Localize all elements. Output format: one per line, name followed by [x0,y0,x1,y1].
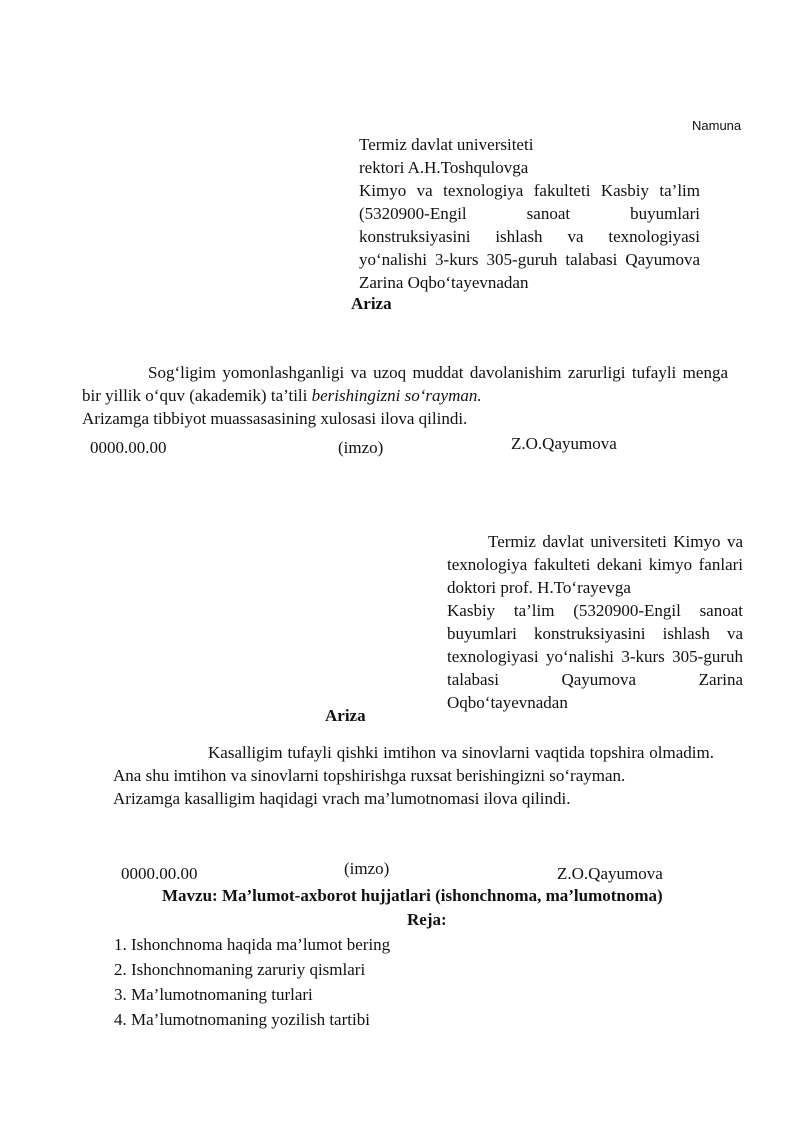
addressee-line: rektori A.H.Toshqulovga [359,158,529,177]
addressee-line: Termiz davlat universiteti [359,135,534,154]
signature-placeholder-1: (imzo) [338,438,384,457]
body-line: Arizamga kasalligim haqidagi vrach ma’lumotnomasi ilova qilindi. [113,789,571,808]
signer-name-2: Z.O.Qayumova [557,864,663,883]
sample-label: Namuna [692,118,742,133]
body-text: Sog‘ligim yomonlashganligi va uzoq muddat davolanishim zarurligi tufayli menga bir yillik o‘quv (akademik) ta’tili [82,363,728,405]
plan-title: Reja: [407,910,447,929]
list-item: 4. Ma’lumotnomaning yozilish tartibi [114,1010,370,1029]
list-item: 1. Ishonchnoma haqida ma’lumot bering [114,935,391,954]
addressee-block-2 [447,530,743,714]
plan-list [114,932,390,1032]
date-1: 0000.00.00 [90,438,167,457]
body-paragraph [82,361,728,407]
addressee-block-1 [359,133,700,294]
signer-name-1: Z.O.Qayumova [511,434,617,453]
signature-placeholder-2: (imzo) [344,859,390,878]
body-line: Arizamga tibbiyot muassasasining xulosasi ilova qilindi. [82,409,468,428]
body-paragraph: Kasalligim tufayli qishki imtihon va sinovlarni vaqtida topshira olmadim. Ana shu imtihon va sinovlarni topshirishga ruxsat berishingizni so‘rayman. [113,743,714,785]
body-italic-text: berishingizni so‘rayman. [311,386,482,405]
addressee-recipient: Termiz davlat universiteti Kimyo va texnologiya fakulteti dekani kimyo fanlari doktori prof. H.To‘rayevga [447,532,743,597]
letter-body-2 [113,741,714,810]
addressee-sender: Kasbiy ta’lim (5320900-Engil sanoat buyumlari konstruksiyasini ishlash va texnologiyasi yo‘nalishi 3-kurs 305-guruh talabasi Qayumova Zarina Oqbo‘tayevnadan [447,601,743,712]
list-item: 2. Ishonchnomaning zaruriy qismlari [114,960,366,979]
list-item: 3. Ma’lumotnomaning turlari [114,985,313,1004]
topic-heading: Mavzu: Ma’lumot-axborot hujjatlari (ishonchnoma, ma’lumotnoma) [162,886,663,905]
date-2: 0000.00.00 [121,864,198,883]
letter-title-1: Ariza [351,294,392,313]
letter-body-1 [82,361,728,430]
addressee-sender: Kimyo va texnologiya fakulteti Kasbiy ta’lim (5320900-Engil sanoat buyumlari konstruksiyasini ishlash va texnologiyasi yo‘nalishi 3-kurs 305-guruh talabasi Qayumova Zarina Oqbo‘tayevnadan [359,181,700,292]
letter-title-2: Ariza [325,706,366,725]
